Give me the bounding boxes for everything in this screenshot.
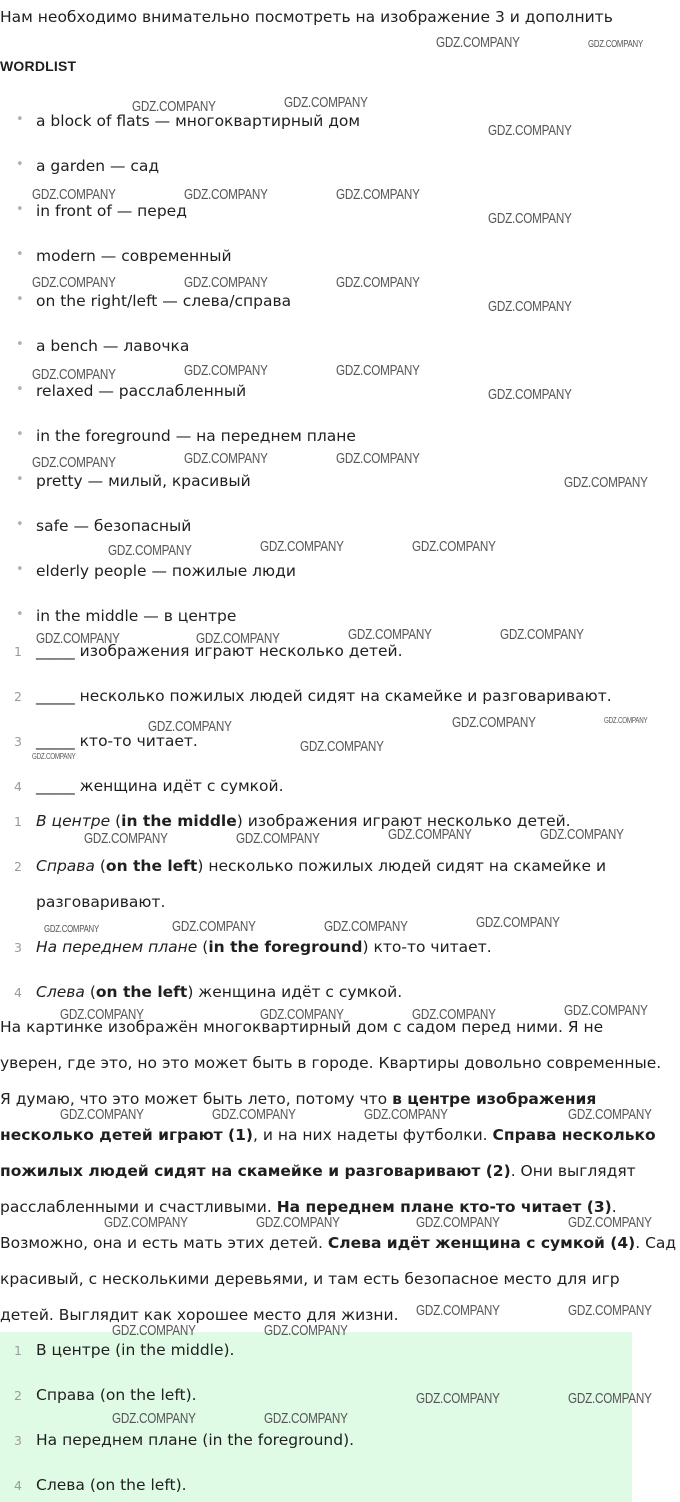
watermark: GDZ.COMPANY (108, 542, 192, 559)
wordlist-item: • pretty — милый, красивый (16, 472, 251, 490)
watermark: GDZ.COMPANY (32, 454, 116, 471)
watermark: GDZ.COMPANY (132, 98, 216, 115)
filled-rest: ) несколько пожилых людей сидят на скамейке и (197, 857, 607, 875)
watermark: GDZ.COMPANY (604, 716, 648, 725)
watermark: GDZ.COMPANY (212, 1106, 296, 1123)
watermark: GDZ.COMPANY (184, 186, 268, 203)
task-number: 3 (14, 734, 22, 749)
task-number: 1 (14, 644, 22, 659)
paragraph-line: На картинке изображён многоквартирный дом с садом перед ними. Я не (0, 1018, 604, 1036)
watermark: GDZ.COMPANY (336, 186, 420, 203)
watermark: GDZ.COMPANY (540, 826, 624, 843)
watermark: GDZ.COMPANY (488, 122, 572, 139)
answer-text: Справа (on the left). (36, 1386, 197, 1404)
filled-en: on the left (95, 983, 188, 1001)
watermark: GDZ.COMPANY (416, 1214, 500, 1231)
filled-number: 3 (14, 940, 22, 955)
filled-rest: ) кто-то читает. (362, 938, 492, 956)
watermark: GDZ.COMPANY (436, 34, 520, 51)
task-item (14, 642, 403, 660)
watermark: GDZ.COMPANY (260, 1006, 344, 1023)
watermark: GDZ.COMPANY (388, 826, 472, 843)
answer-number: 3 (14, 1433, 22, 1448)
task-item (14, 687, 612, 705)
answer-item (14, 1341, 234, 1359)
watermark: GDZ.COMPANY (84, 830, 168, 847)
watermark: GDZ.COMPANY (568, 1390, 652, 1407)
filled-en: in the foreground (208, 938, 363, 956)
task-text: _____ изображения играют несколько детей. (36, 642, 403, 660)
watermark: GDZ.COMPANY (348, 626, 432, 643)
task-number: 2 (14, 689, 22, 704)
filled-number: 1 (14, 814, 22, 829)
wordlist-item: • relaxed — расслабленный (16, 382, 246, 400)
watermark: GDZ.COMPANY (172, 918, 256, 935)
watermark: GDZ.COMPANY (568, 1302, 652, 1319)
watermark: GDZ.COMPANY (564, 474, 648, 491)
task-item (14, 732, 198, 750)
wordlist-item: • modern — современный (16, 247, 232, 265)
paragraph-line: расслабленными и счастливыми. На переднем плане кто-то читает (3). (0, 1198, 617, 1216)
filled-item: 3 На переднем плане (in the foreground) кто-то читает. (14, 938, 492, 956)
wordlist-heading: WORDLIST (0, 58, 77, 74)
task-item (14, 777, 284, 795)
wordlist-item: • a block of flats — многоквартирный дом (16, 112, 360, 130)
paragraph-line: Я думаю, что это может быть лето, потому что в центре изображения (0, 1090, 597, 1108)
task-text: _____ кто-то читает. (36, 732, 198, 750)
task-number: 4 (14, 779, 22, 794)
watermark: GDZ.COMPANY (568, 1106, 652, 1123)
watermark: GDZ.COMPANY (112, 1410, 196, 1427)
watermark: GDZ.COMPANY (44, 924, 99, 935)
watermark: GDZ.COMPANY (236, 830, 320, 847)
watermark: GDZ.COMPANY (336, 450, 420, 467)
watermark: GDZ.COMPANY (488, 386, 572, 403)
watermark: GDZ.COMPANY (588, 39, 643, 50)
watermark: GDZ.COMPANY (412, 538, 496, 555)
answer-item (14, 1476, 187, 1494)
answer-number: 4 (14, 1478, 22, 1493)
wordlist-item: • elderly people — пожилые люди (16, 562, 296, 580)
watermark: GDZ.COMPANY (324, 918, 408, 935)
task-text: _____ женщина идёт с сумкой. (36, 777, 284, 795)
watermark: GDZ.COMPANY (184, 362, 268, 379)
filled-item: 4 Слева (on the left) женщина идёт с сумкой. (14, 983, 403, 1001)
filled-rest: ) женщина идёт с сумкой. (187, 983, 403, 1001)
filled-en: in the middle (121, 812, 237, 830)
filled-item: 2 Справа (on the left) несколько пожилых людей сидят на скамейке и (14, 857, 607, 875)
paragraph-line: несколько детей играют (1), и на них надеты футболки. Справа несколько (0, 1126, 656, 1144)
paragraph-line: Возможно, она и есть мать этих детей. Слева идёт женщина с сумкой (4). Сад (0, 1234, 677, 1252)
watermark: GDZ.COMPANY (336, 274, 420, 291)
intro-text: Нам необходимо внимательно посмотреть на изображение 3 и дополнить (0, 8, 613, 26)
watermark: GDZ.COMPANY (476, 914, 560, 931)
wordlist-item: • in the middle — в центре (16, 607, 236, 625)
watermark: GDZ.COMPANY (300, 738, 384, 755)
filled-number: 4 (14, 985, 22, 1000)
watermark: GDZ.COMPANY (260, 538, 344, 555)
watermark: GDZ.COMPANY (416, 1302, 500, 1319)
watermark: GDZ.COMPANY (264, 1410, 348, 1427)
watermark: GDZ.COMPANY (32, 186, 116, 203)
watermark: GDZ.COMPANY (564, 1002, 648, 1019)
watermark: GDZ.COMPANY (364, 1106, 448, 1123)
watermark: GDZ.COMPANY (256, 1214, 340, 1231)
answer-number: 1 (14, 1343, 22, 1358)
filled-en: on the left (105, 857, 198, 875)
watermark: GDZ.COMPANY (36, 630, 120, 647)
answer-text: Слева (on the left). (36, 1476, 187, 1494)
watermark: GDZ.COMPANY (112, 1322, 196, 1339)
filled-ru: В центре (36, 812, 111, 830)
paragraph-line: пожилых людей сидят на скамейке и разговаривают (2). Они выглядят (0, 1162, 636, 1180)
answer-text: На переднем плане (in the foreground). (36, 1431, 355, 1449)
watermark: GDZ.COMPANY (148, 718, 232, 735)
watermark: GDZ.COMPANY (264, 1322, 348, 1339)
filled-number: 2 (14, 859, 22, 874)
watermark: GDZ.COMPANY (500, 626, 584, 643)
watermark: GDZ.COMPANY (60, 1006, 144, 1023)
watermark: GDZ.COMPANY (60, 1106, 144, 1123)
watermark: GDZ.COMPANY (488, 298, 572, 315)
filled-continuation: разговаривают. (36, 893, 166, 911)
answer-item (14, 1386, 197, 1404)
wordlist-item: • a garden — сад (16, 157, 159, 175)
watermark: GDZ.COMPANY (336, 362, 420, 379)
filled-item: 1 В центре (in the middle) изображения играют несколько детей. (14, 812, 571, 830)
wordlist-item: • in front of — перед (16, 202, 187, 220)
task-text: _____ несколько пожилых людей сидят на скамейке и разговаривают. (36, 687, 612, 705)
answer-item (14, 1431, 354, 1449)
answer-number: 2 (14, 1388, 22, 1403)
wordlist-item: • safe — безопасный (16, 517, 191, 535)
watermark: GDZ.COMPANY (184, 274, 268, 291)
watermark: GDZ.COMPANY (416, 1390, 500, 1407)
watermark: GDZ.COMPANY (284, 94, 368, 111)
wordlist-item: • on the right/left — слева/справа (16, 292, 291, 310)
filled-ru: Справа (36, 857, 95, 875)
watermark: GDZ.COMPANY (412, 1006, 496, 1023)
watermark: GDZ.COMPANY (104, 1214, 188, 1231)
answer-text: В центре (in the middle). (36, 1341, 235, 1359)
watermark: GDZ.COMPANY (568, 1214, 652, 1231)
filled-ru: На переднем плане (36, 938, 198, 956)
filled-rest: ) изображения играют несколько детей. (236, 812, 571, 830)
watermark: GDZ.COMPANY (196, 630, 280, 647)
filled-ru: Слева (36, 983, 85, 1001)
watermark: GDZ.COMPANY (488, 210, 572, 227)
wordlist-item: • a bench — лавочка (16, 337, 189, 355)
wordlist-item: • in the foreground — на переднем плане (16, 427, 356, 445)
watermark: GDZ.COMPANY (32, 366, 116, 383)
paragraph-line: красивый, с несколькими деревьями, и там есть безопасное место для игр (0, 1270, 620, 1288)
watermark: GDZ.COMPANY (32, 752, 76, 761)
watermark: GDZ.COMPANY (184, 450, 268, 467)
paragraph-line: уверен, где это, но это может быть в городе. Квартиры довольно современные. (0, 1054, 662, 1072)
watermark: GDZ.COMPANY (452, 714, 536, 731)
watermark: GDZ.COMPANY (32, 274, 116, 291)
paragraph-line: детей. Выглядит как хорошее место для жизни. (0, 1306, 399, 1324)
